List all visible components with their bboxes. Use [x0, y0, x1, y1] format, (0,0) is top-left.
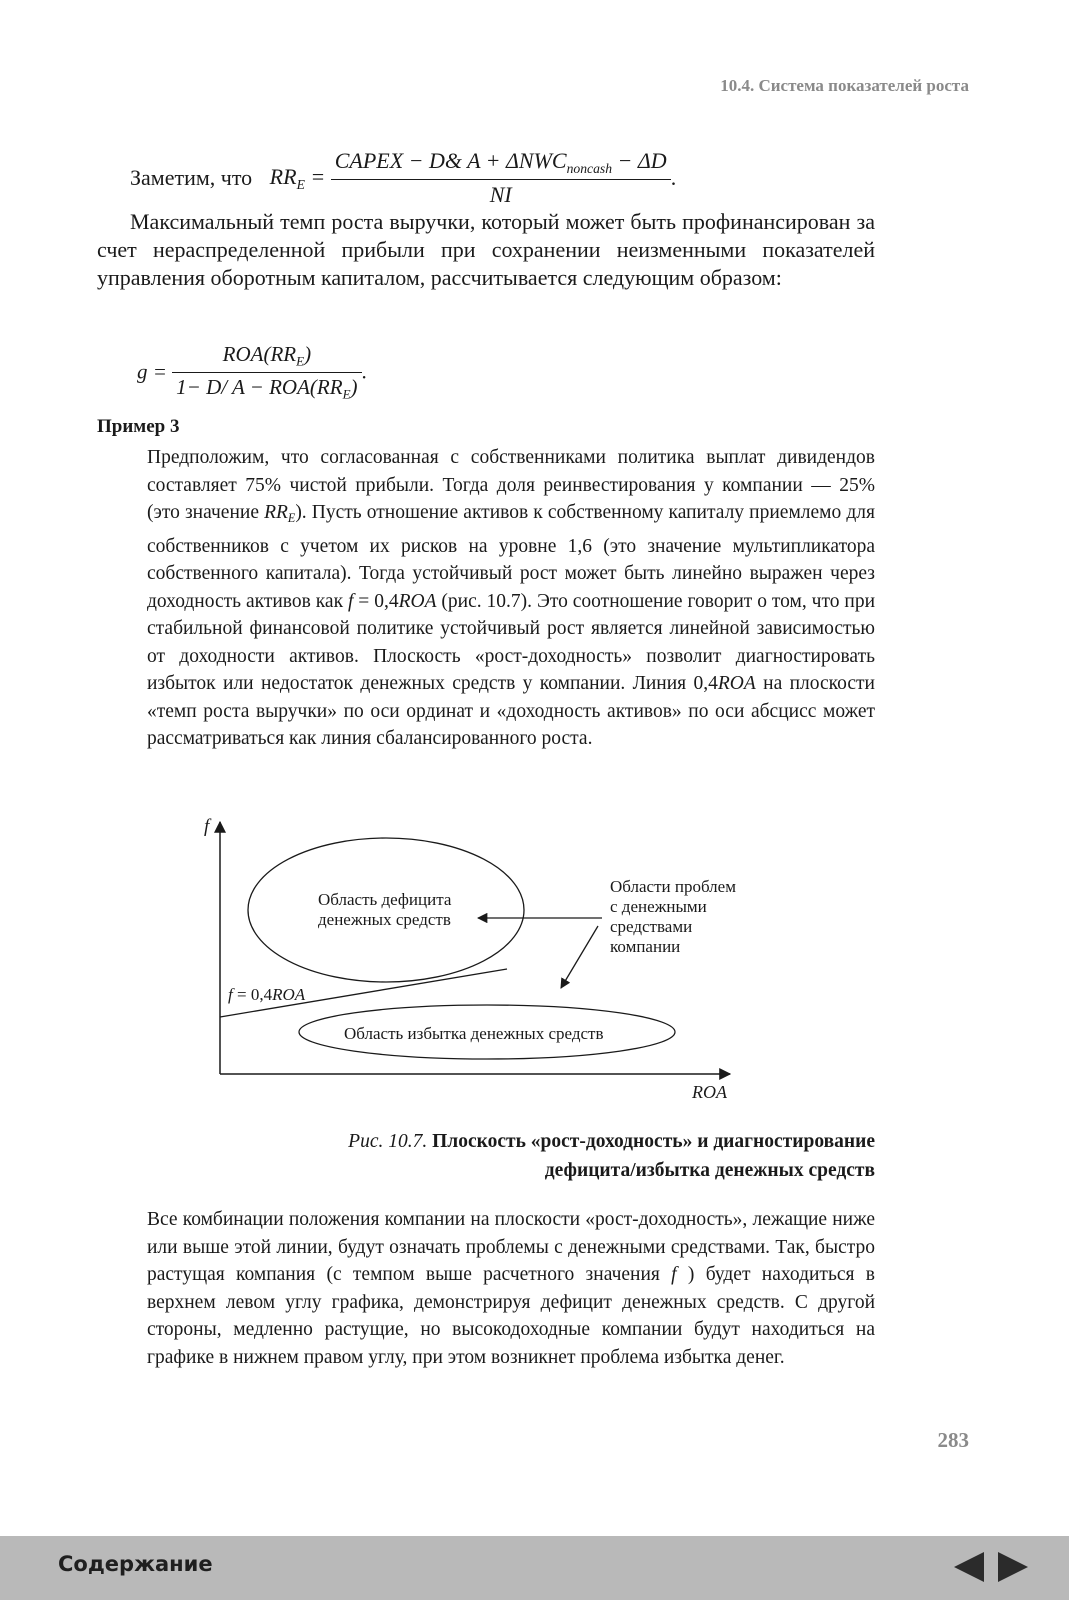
- equation-period: .: [670, 164, 677, 190]
- problems-label-line1: Области проблем: [610, 877, 736, 896]
- example-body: [147, 444, 875, 753]
- caption-title: Плоскость «рост-доходность» и диагностирование дефицита/избытка денежных средств: [432, 1131, 875, 1181]
- example-rr: RR: [264, 502, 288, 523]
- example-roa-2: ROA: [717, 673, 756, 695]
- example-title: Пример 3: [97, 416, 180, 437]
- growth-numerator: [172, 342, 361, 373]
- paragraph-growth-rate: Максимальный темп роста выручки, который может быть профинансирован за счет нераспределенной прибыли при сохранении неизменными показателей управления оборотным капиталом, рассчитывается следующим образом:: [97, 209, 875, 290]
- equation-lhs: $RR_E$ =: [269, 163, 326, 192]
- line-label-f: f: [228, 985, 233, 1004]
- deficit-label-line2: денежных средств: [318, 910, 451, 929]
- equation-fraction: [331, 148, 671, 208]
- caption-number: Рис. 10.7.: [348, 1131, 428, 1152]
- growth-num-a: ROA(RR: [222, 342, 297, 366]
- growth-den-b: ): [350, 374, 358, 399]
- surplus-label: Область избытка денежных средств: [344, 1024, 604, 1043]
- line-label-roa: ROA: [272, 985, 306, 1004]
- rr-var: RR: [269, 163, 297, 189]
- deficit-label-line1: Область дефицита: [318, 890, 452, 909]
- closing-text-1: Все комбинации положения компании на плоскости «рост-доходность», лежащие ниже или выше этой линии, будут означать проблемы с денежными средствами. Так, быстро растущая компания (с темпом выше расчетного значения: [147, 1209, 875, 1285]
- equation-denominator: NI: [489, 181, 512, 207]
- problems-label-line2: с денежными: [610, 897, 707, 916]
- numerator-part-b: − ΔD: [612, 148, 667, 173]
- y-axis-label: f: [204, 818, 210, 837]
- rr-sub: E: [296, 176, 305, 192]
- page-number: 283: [937, 1428, 969, 1452]
- running-header: 10.4. Система показателей роста: [720, 76, 969, 95]
- example-text-4: (рис. 10.7). Это соотношение говорит о том, что при стабильной финансовой политике устойчивый рост является линейной зависимостью от доходности активов. Плоскость «рост-доходность» позволит диагностировать избыток или недостаток денежных средств у компании. Линия 0,4: [147, 590, 875, 695]
- example-roa: ROA: [398, 590, 437, 612]
- table-of-contents-link[interactable]: Содержание: [58, 1552, 213, 1576]
- growth-num-sub: E: [296, 353, 305, 369]
- balanced-growth-line-label: [228, 985, 306, 1004]
- growth-denominator: [172, 373, 361, 403]
- equation-growth: [137, 342, 367, 402]
- figure-caption: [255, 1127, 875, 1185]
- problems-label-line4: компании: [610, 937, 681, 956]
- equation-retention-ratio: [130, 148, 676, 208]
- arrow-to-line: [561, 926, 598, 988]
- equation-numerator: [331, 148, 671, 180]
- example-rr-sub: E: [287, 511, 296, 526]
- example-text-5: на плоскости «темп роста выручки» по оси ординат и «доходность активов» по оси абсцисс может рассматриваться как линия сбалансированного роста.: [147, 673, 875, 750]
- growth-period: .: [361, 359, 367, 384]
- numerator-sub: noncash: [566, 160, 613, 176]
- example-text-2: ). Пусть отношение активов к собственному капиталу приемлемо для собственников с учетом их рисков на уровне 1,6 (это значение мультипликатора собственного капитала). Тогда устойчивый рост может быть линейно выражен через доходность активов как: [147, 502, 875, 612]
- growth-den-sub: E: [342, 386, 351, 402]
- x-axis-label: ROA: [692, 1082, 727, 1102]
- example-text-1: Предположим, что согласованная с собственниками политика выплат дивидендов составляет 75% чистой прибыли. Тогда доля реинвестирования у компании — 25% (это значение: [147, 447, 875, 523]
- equation-lead-text: Заметим, что: [130, 164, 253, 190]
- line-label-eq: = 0,4: [232, 985, 273, 1004]
- closing-f: f: [671, 1264, 677, 1285]
- growth-fraction: [172, 342, 361, 402]
- closing-paragraph: [147, 1206, 875, 1371]
- closing-text-2: ) будет находиться в верхнем левом углу графика, демонстрируя дефицит денежных средств. С другой стороны, медленно растущие, но высокодоходные компании будут находиться на графике в нижнем правом углу, при этом возникнет проблема избытка денег.: [147, 1264, 875, 1368]
- problems-label-line3: средствами: [610, 917, 693, 936]
- growth-lhs: g =: [137, 359, 167, 384]
- growth-profitability-diagram: [190, 818, 790, 1118]
- example-f: f: [347, 590, 354, 612]
- growth-den-a: 1− D/ A − ROA(RR: [176, 374, 343, 399]
- triangle-left-icon[interactable]: [952, 1550, 986, 1584]
- example-text-3: = 0,4: [353, 590, 399, 612]
- growth-num-b: ): [304, 342, 312, 366]
- numerator-part-a: CAPEX − D& A + ΔNWC: [334, 148, 567, 173]
- triangle-right-icon[interactable]: [996, 1550, 1030, 1584]
- footer-navigation-bar: [0, 1536, 1069, 1600]
